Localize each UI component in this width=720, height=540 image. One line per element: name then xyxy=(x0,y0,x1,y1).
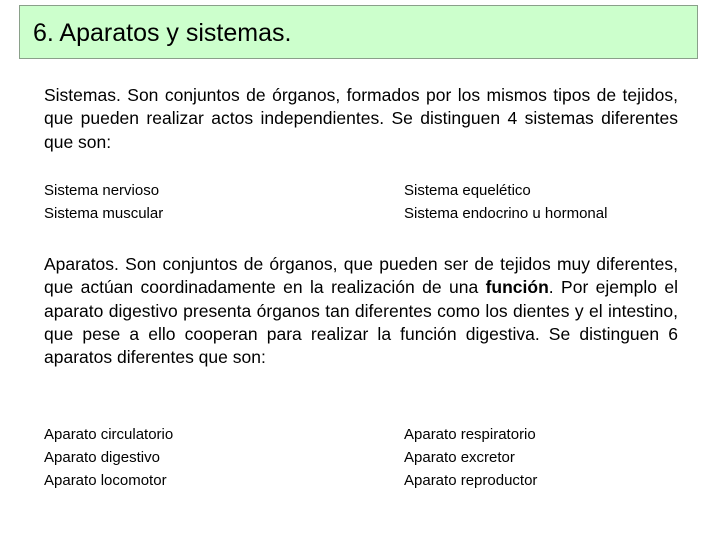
sistemas-list-left xyxy=(44,179,163,225)
list-item: Sistema endocrino u hormonal xyxy=(404,205,608,222)
aparatos-term: Aparatos xyxy=(44,254,115,274)
list-item: Aparato respiratorio xyxy=(404,426,536,443)
list-item: Aparato locomotor xyxy=(44,472,167,489)
sistemas-paragraph xyxy=(44,84,678,154)
list-item: Sistema muscular xyxy=(44,205,164,222)
list-item: Aparato circulatorio xyxy=(44,426,174,443)
aparatos-list-left xyxy=(44,423,173,492)
list-item: Sistema equelético xyxy=(404,182,531,199)
list-item: Aparato digestivo xyxy=(44,449,160,466)
slide-title: 6. Aparatos y sistemas. xyxy=(33,19,292,47)
list-item: Aparato reproductor xyxy=(404,472,538,489)
aparatos-definition-start: . Son conjuntos de órganos, que pueden ser de tejidos muy diferentes, que actúan coordinadamente en la realización de una xyxy=(44,254,678,298)
list-item: Aparato excretor xyxy=(404,449,515,466)
funcion-bold: función xyxy=(485,277,549,298)
aparatos-definition-end: . Por ejemplo el aparato digestivo presenta órganos tan diferentes como los dientes y el intestino, que pese a ello cooperan para realizar la función digestiva. Se distinguen 6 aparatos diferentes que son: xyxy=(44,277,678,368)
aparatos-list-right xyxy=(404,423,537,492)
sistemas-list-right xyxy=(404,179,607,225)
sistemas-term: Sistemas xyxy=(44,85,116,105)
title-banner xyxy=(19,5,698,59)
list-item: Sistema nervioso xyxy=(44,182,160,199)
aparatos-paragraph xyxy=(44,253,678,369)
sistemas-definition: . Son conjuntos de órganos, formados por los mismos tipos de tejidos, que pueden realizar actos independientes. Se distinguen 4 sistemas diferentes que son: xyxy=(44,85,678,152)
